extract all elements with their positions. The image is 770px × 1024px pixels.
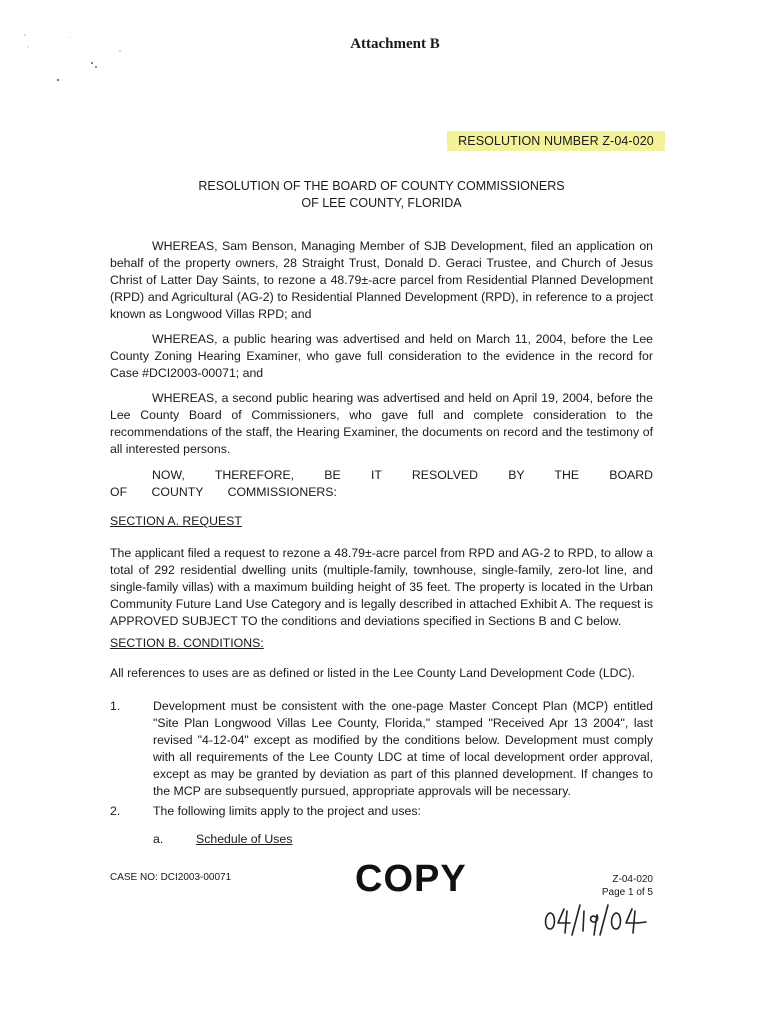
resolution-code: Z-04-020 — [612, 874, 653, 885]
resolved-paragraph: NOW, THEREFORE, BE IT RESOLVED BY THE BOARD OF COUNTY COMMISSIONERS: — [110, 468, 653, 499]
page-number: Page 1 of 5 — [601, 887, 653, 898]
sub-item-a-title: Schedule of Uses — [196, 832, 293, 846]
item-1-text: Development must be consistent with the one-page Master Concept Plan (MCP) entitled "Site Plan Longwood Villas Lee County, Florida," stamped "Received Apr 13 2004", last revised "4-12-04" except as modified by the conditions below. Development must comply with all requirements of the Lee County LDC at time of local development order approval, except as may be granted by deviation as part of this planned development. If changes to the MCP are subsequently pursued, appropriate approvals will be necessary. — [153, 699, 653, 798]
resolution-number: RESOLUTION NUMBER Z-04-020 — [447, 131, 665, 151]
item-2-text: The following limits apply to the project and uses: — [153, 804, 421, 818]
resolution-title — [110, 178, 653, 212]
whereas-paragraph-2: WHEREAS, a public hearing was advertised and held on March 11, 2004, before the Lee County Zoning Hearing Examiner, who gave full consideration to the evidence in the record for Case #DCI2003-00071; and — [110, 332, 653, 380]
title-line-2: OF LEE COUNTY, FLORIDA — [301, 196, 462, 210]
sub-item-a-letter: a. — [153, 832, 164, 846]
case-number: CASE NO: DCI2003-00071 — [110, 872, 232, 883]
whereas-paragraph-3: WHEREAS, a second public hearing was advertised and held on April 19, 2004, before the Lee County Board of Commissioners, who gave full and complete consideration to the recommendations of the staff, the Hearing Examiner, the documents on record and the testimony of all interested persons. — [110, 391, 653, 456]
item-2-number: 2. — [110, 804, 121, 818]
section-b-heading: SECTION B. CONDITIONS: — [110, 636, 264, 650]
title-line-1: RESOLUTION OF THE BOARD OF COUNTY COMMISSIONERS — [198, 179, 565, 193]
section-a-heading: SECTION A. REQUEST — [110, 514, 242, 528]
item-1-number: 1. — [110, 699, 121, 713]
handwritten-date — [540, 895, 650, 940]
section-a-text: The applicant filed a request to rezone a 48.79±-acre parcel from RPD and AG-2 to RPD, to allow a total of 292 residential dwelling units (multiple-family, townhouse, single-family, zero-lot line, and single-family villas) with a maximum building height of 35 feet. The property is located in the Urban Community Future Land Use Category and is legally described in attached Exhibit A. The request is APPROVED SUBJECT TO the conditions and deviations specified in Sections B and C below. — [110, 546, 653, 628]
attachment-label: Attachment B — [350, 36, 440, 52]
copy-stamp: COPY — [355, 858, 467, 900]
whereas-paragraph-1: WHEREAS, Sam Benson, Managing Member of SJB Development, filed an application on behalf of the property owners, 28 Straight Trust, Donald D. Geraci Trustee, and Church of Jesus Christ of Latter Day Saints, to rezone a 48.79±-acre parcel from Residential Planned Development (RPD) and Agricultural (AG-2) to Residential Planned Development (RPD), in reference to a project known as Longwood Villas RPD; and — [110, 239, 653, 321]
section-b-intro: All references to uses are as defined or listed in the Lee County Land Development Code (LDC). — [110, 666, 635, 680]
